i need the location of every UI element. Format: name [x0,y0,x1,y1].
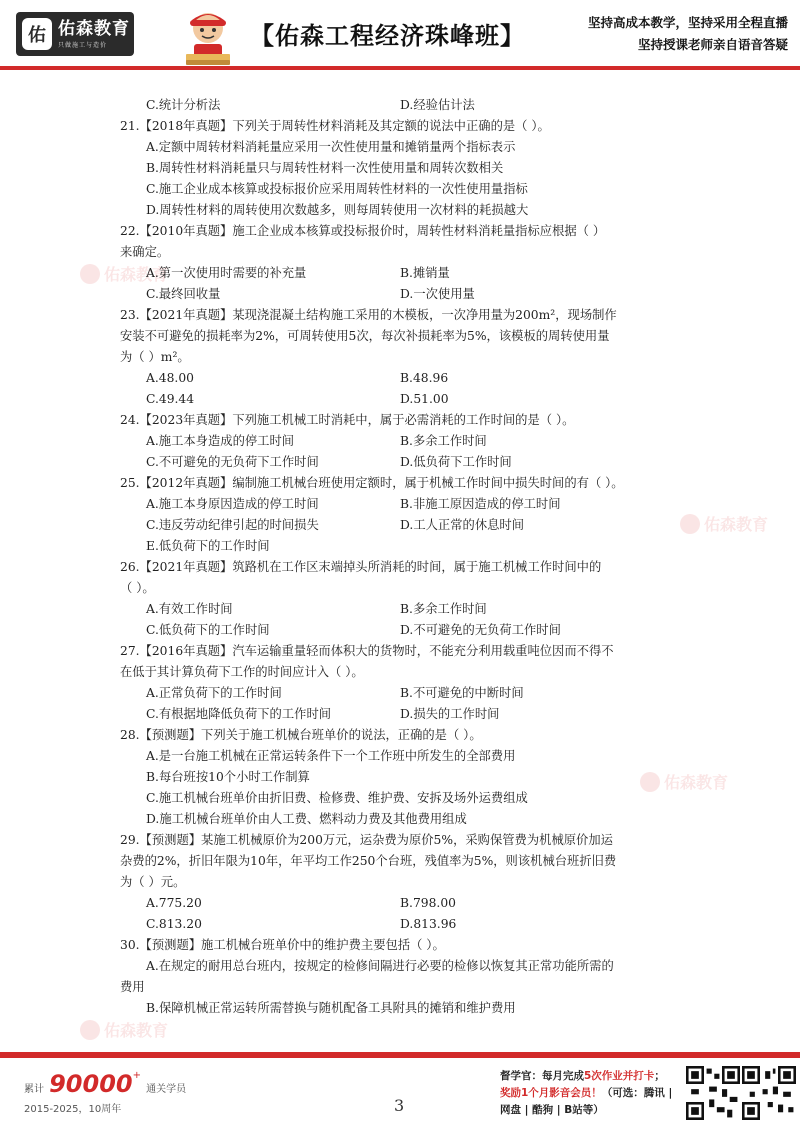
option-row [120,914,690,935]
brand-logo [16,12,134,56]
question-continuation: 费用 [120,980,145,994]
watermark: 佑森教育 [640,770,728,793]
option-text: C.有根据地降低负荷下的工作时间 [146,707,332,721]
option-row [120,704,690,725]
footer-stats [24,1070,186,1115]
option-text: B.48.96 [400,371,449,385]
option-text: A.施工本身造成的停工时间 [146,434,295,448]
question-stem: 24.【2023年真题】下列施工机械工时消耗中，属于必需消耗的工作时间的是（ ）。 [120,413,575,427]
option-text: C.不可避免的无负荷下工作时间 [146,455,319,469]
option-row [120,683,690,704]
option-text: A.正常负荷下的工作时间 [146,686,282,700]
option-text: D.低负荷下工作时间 [400,455,512,469]
option-text: C.低负荷下的工作时间 [146,623,270,637]
question-list [120,95,690,1019]
option-text: C.最终回收量 [146,287,221,301]
option-text: B.不可避免的中断时间 [400,686,524,700]
question-stem: 21.【2018年真题】下列关于周转性材料消耗及其定额的说法中正确的是（ ）。 [120,119,550,133]
question-continuation: 杂费的2%，折旧年限为10年，年平均工作250个台班，残值率为5%，则该机械台班折旧费 [120,854,617,868]
question-continuation: （ ）。 [120,581,155,595]
option-row [120,389,690,410]
option-text: B.798.00 [400,896,456,910]
footer-promo: 督学官：每月完成5次作业并打卡； 奖励1个月影音会员！（可选：腾讯 | 网盘 | 酷狗 | B站等） [500,1070,673,1116]
option-text: D.不可避免的无负荷工作时间 [400,623,561,637]
option-row [120,368,690,389]
question-stem: 25.【2012年真题】编制施工机械台班使用定额时，属于机械工作时间中损失时间的有（ ）。 [120,476,624,490]
question-stem: 27.【2016年真题】汽车运输重量轻而体积大的货物时，不能充分利用载重吨位因而不得不 [120,644,614,658]
option-text: B.每台班按10个小时工作制算 [146,770,310,784]
footer-divider [0,1052,800,1058]
option-text: D.工人正常的休息时间 [400,518,525,532]
option-row [120,431,690,452]
option-text: B.多余工作时间 [400,602,487,616]
option-text: A.是一台施工机械在正常运转条件下一个工作班中所发生的全部费用 [146,749,516,763]
option-text: A.第一次使用时需要的补充量 [146,266,307,280]
header-slogans [588,12,788,56]
option-text: D.损失的工作时间 [400,707,500,721]
option-row [120,95,690,116]
option-text: D.51.00 [400,392,449,406]
option-text: C.813.20 [146,917,202,931]
option-text: E.低负荷下的工作时间 [146,539,270,553]
mascot-icon [180,8,236,68]
question-stem: 29.【预测题】某施工机械原价为200万元，运杂费为原价5%，采购保管费为机械原价加运 [120,833,613,847]
option-text: A.有效工作时间 [146,602,233,616]
watermark-icon [80,264,100,284]
option-row [120,263,690,284]
years-label: 2015-2025，10周年 [24,1104,122,1115]
qr-code-icon [742,1066,796,1120]
qr-code-icon [686,1066,740,1120]
count-value: 90000 [49,1070,133,1098]
banner-title: 【佑森工程经济珠峰班】 [250,22,525,50]
logo-mark-icon: 佑 [22,18,52,50]
option-text: D.施工机械台班单价由人工费、燃料动力费及其他费用组成 [146,812,467,826]
question-stem: 28.【预测题】下列关于施工机械台班单价的说法，正确的是（ ）。 [120,728,482,742]
question-stem: 23.【2021年真题】某现浇混凝土结构施工采用的木模板，一次净用量为200m²，现场制作 [120,308,617,322]
page-number: 3 [394,1096,405,1115]
option-text: A.775.20 [146,896,202,910]
logo-slogan: 只做施工与造价 [58,42,108,49]
page-header [0,0,800,80]
option-text: A.48.00 [146,371,194,385]
question-continuation: 为（ ）元。 [120,875,186,889]
header-divider [0,66,800,70]
option-row [120,515,690,536]
option-text: C.施工机械台班单价由折旧费、检修费、维护费、安拆及场外运费组成 [146,791,528,805]
option-text: D.经验估计法 [400,98,475,112]
question-stem: 26.【2021年真题】筑路机在工作区末端掉头所消耗的时间，属于施工机械工作时间中的 [120,560,602,574]
option-row [120,494,690,515]
option-text: C.违反劳动纪律引起的时间损失 [146,518,319,532]
option-row [120,893,690,914]
option-text: A.定额中周转材料消耗量应采用一次性使用量和摊销量两个指标表示 [146,140,516,154]
option-text: D.一次使用量 [400,287,475,301]
option-text: B.非施工原因造成的停工时间 [400,497,561,511]
option-row [120,599,690,620]
option-text: B.保障机械正常运转所需替换与随机配备工具附具的摊销和维护费用 [146,1001,516,1015]
option-text: B.多余工作时间 [400,434,487,448]
option-text: A.在规定的耐用总台班内，按规定的检修间隔进行必要的检修以恢复其正常功能所需的 [146,959,614,973]
option-text: D.周转性材料的周转使用次数越多，则每周转使用一次材料的耗损越大 [146,203,529,217]
option-row [120,284,690,305]
watermark: 佑森教育 [80,262,168,285]
question-continuation: 来确定。 [120,245,170,259]
question-continuation: 在低于其计算负荷下工作的时间应计入（ ）。 [120,665,364,679]
option-row [120,620,690,641]
logo-name: 佑森教育 [58,19,130,39]
question-stem: 30.【预测题】施工机械台班单价中的维护费主要包括（ ）。 [120,938,445,952]
slogan-line-2: 坚持授课老师亲自语音答疑 [637,37,788,52]
option-text: D.813.96 [400,917,457,931]
option-text: A.施工本身原因造成的停工时间 [146,497,319,511]
option-text: B.摊销量 [400,266,450,280]
option-row [120,452,690,473]
watermark-icon [80,1020,100,1040]
count-unit: 通关学员 [146,1084,187,1095]
option-text: C.统计分析法 [146,98,221,112]
option-text: B.周转性材料消耗量只与周转性材料一次性使用量和周转次数相关 [146,161,504,175]
option-text: C.49.44 [146,392,195,406]
slogan-line-1: 坚持高成本教学，坚持采用全程直播 [587,15,788,30]
watermark: 佑森教育 [680,512,768,535]
count-plus: + [132,1070,141,1081]
watermark: 佑森教育 [80,1018,168,1041]
count-label: 累计 [24,1084,44,1095]
question-continuation: 安装不可避免的损耗率为2%，可周转使用5次，每次补损耗率为5%，该模板的周转使用量 [120,329,610,343]
option-text: C.施工企业成本核算或投标报价应采用周转性材料的一次性使用量指标 [146,182,528,196]
question-stem: 22.【2010年真题】施工企业成本核算或投标报价时，周转性材料消耗量指标应根据（ ） [120,224,606,238]
question-continuation: 为（ ）m²。 [120,350,190,364]
